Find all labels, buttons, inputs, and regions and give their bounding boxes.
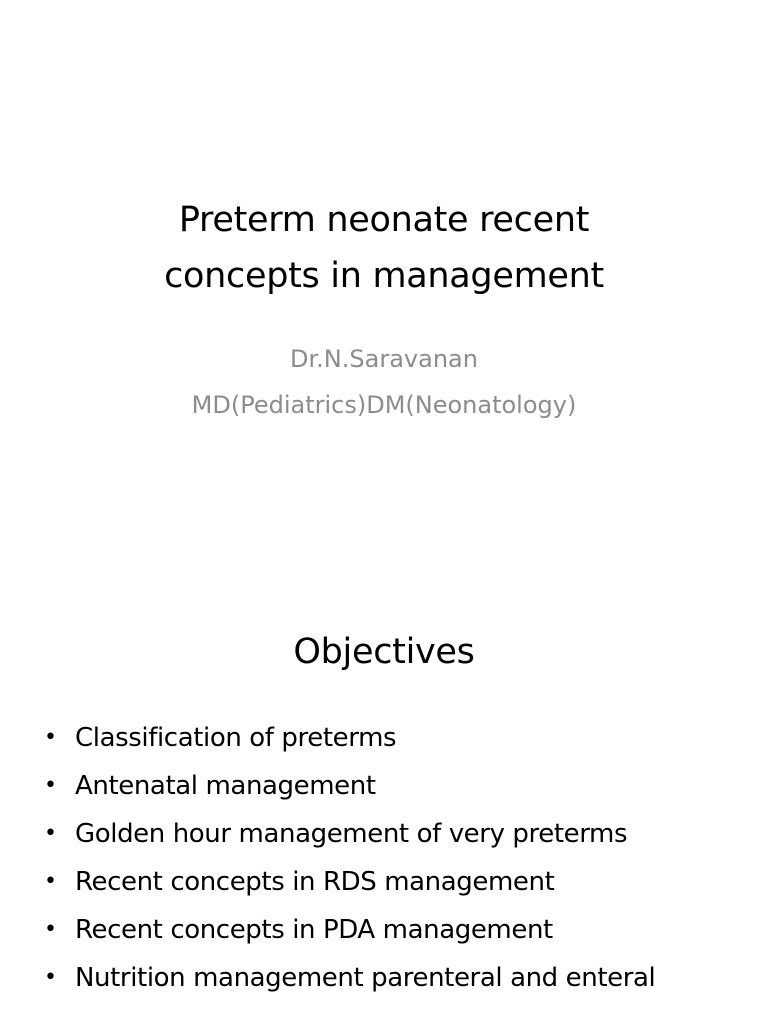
bullet-icon: •: [44, 917, 57, 942]
bullet-icon: •: [44, 821, 57, 846]
list-item: [44, 762, 655, 810]
list-item-text: Recent concepts in RDS management: [75, 867, 555, 897]
bullet-icon: •: [44, 965, 57, 990]
list-item: [44, 714, 655, 762]
slide-title-line-2: concepts in management: [164, 256, 604, 296]
list-item: [44, 810, 655, 858]
slide-subtitle: [0, 336, 768, 428]
list-item: [44, 954, 655, 1002]
slide-title-line-1: Preterm neonate recent: [178, 200, 590, 240]
list-item-text: Recent concepts in PDA management: [75, 915, 553, 945]
bullet-icon: •: [44, 725, 57, 750]
list-item-text: Golden hour management of very preterms: [75, 819, 628, 849]
objectives-slide: [0, 512, 768, 1024]
bullet-icon: •: [44, 773, 57, 798]
objectives-title: Objectives: [293, 632, 475, 672]
list-item: [44, 906, 655, 954]
list-item-text: Antenatal management: [75, 771, 376, 801]
list-item: [44, 858, 655, 906]
bullet-icon: •: [44, 869, 57, 894]
list-item-text: Classification of preterms: [75, 723, 397, 753]
author-credentials: MD(Pediatrics)DM(Neonatology): [191, 391, 577, 419]
author-name: Dr.N.Saravanan: [290, 345, 478, 373]
objectives-list: [44, 714, 655, 1002]
list-item-text: Nutrition management parenteral and enteral: [75, 963, 656, 993]
slide-title: [0, 192, 768, 304]
